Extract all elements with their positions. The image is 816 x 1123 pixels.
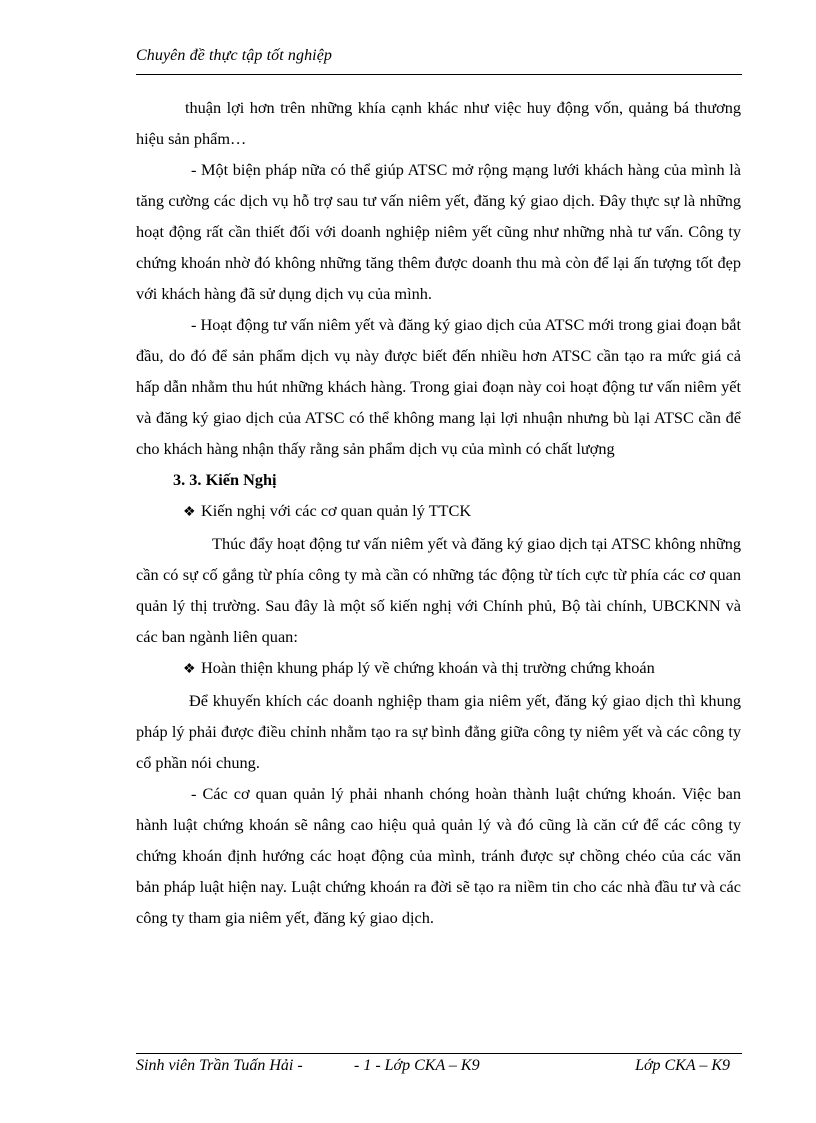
paragraph-legal-adjustment: Để khuyến khích các doanh nghiệp tham gia niêm yết, đăng ký giao dịch thì khung pháp lý phải được điều chỉnh nhằm tạo ra sự bình đẳng giữa công ty niêm yết và các công ty cổ phần nói chung. [136,691,741,772]
diamond-bullet-icon: ❖ [183,662,196,677]
footer-divider [136,1053,742,1054]
bullet-text: Hoàn thiện khung pháp lý về chứng khoán và thị trường chứng khoán [201,658,655,677]
paragraph-recommendations-intro: Thúc đẩy hoạt động tư vấn niêm yết và đăng ký giao dịch tại ATSC không những cần có sự cố gắng từ phía công ty mà cần có những tác động từ tích cực từ phía các cơ quan quản lý thị trường. Sau đây là một số kiến nghị với Chính phủ, Bộ tài chính, UBCKNN và các ban ngành liên quan: [136,534,741,646]
paragraph-securities-law: - Các cơ quan quản lý phải nhanh chóng hoàn thành luật chứng khoán. Việc ban hành luật chứng khoán sẽ nâng cao hiệu quả quản lý và đó cũng là căn cứ để các công ty chứng khoán định hướng các hoạt động của mình, tránh được sự chồng chéo của các văn bản pháp luật hiện nay. Luật chứng khoán ra đời sẽ tạo ra niềm tin cho các nhà đầu tư và các công ty tham gia niêm yết, đăng ký giao dịch. [136,784,741,927]
bullet-legal-framework [136,652,741,685]
footer-page-number: - 1 - Lớp CKA – K9 [354,1057,480,1074]
bullet-text: Kiến nghị với các cơ quan quản lý TTCK [201,501,472,520]
paragraph-pricing: - Hoạt động tư vấn niêm yết và đăng ký giao dịch của ATSC mới trong giai đoạn bắt đầu, do đó để sản phẩm dịch vụ này được biết đến nhiều hơn ATSC cần tạo ra mức giá cả hấp dẫn nhằm thu hút những khách hàng. Trong giai đoạn này coi hoạt động tư vấn niêm yết và đăng ký giao dịch của ATSC có thể không mang lại lợi nhuận nhưng bù lại ATSC cần để cho khách hàng nhận thấy rằng sản phẩm dịch vụ của mình có chất lượng [136,315,741,458]
footer-class: Lớp CKA – K9 [635,1057,730,1074]
paragraph-continuation: thuận lợi hơn trên những khía cạnh khác như việc huy động vốn, quảng bá thương hiệu sản phẩm… [136,98,741,148]
footer-student: Sinh viên Trần Tuấn Hải - [136,1057,303,1074]
bullet-recommendation-regulators [136,495,741,528]
document-body [136,92,741,933]
page-header-title: Chuyên đề thực tập tốt nghiệp [136,47,333,64]
section-heading: 3. 3. Kiến Nghị [173,470,277,489]
paragraph-support-services: - Một biện pháp nữa có thể giúp ATSC mở rộng mạng lưới khách hàng của mình là tăng cường các dịch vụ hỗ trợ sau tư vấn niêm yết, đăng ký giao dịch. Đây thực sự là những hoạt động rất cần thiết đối với doanh nghiệp niêm yết cũng như những nhà tư vấn. Công ty chứng khoán nhờ đó không những tăng thêm được doanh thu mà còn để lại ấn tượng tốt đẹp với khách hàng đã sử dụng dịch vụ của mình. [136,160,741,303]
diamond-bullet-icon: ❖ [183,505,196,520]
header-divider [136,74,742,75]
